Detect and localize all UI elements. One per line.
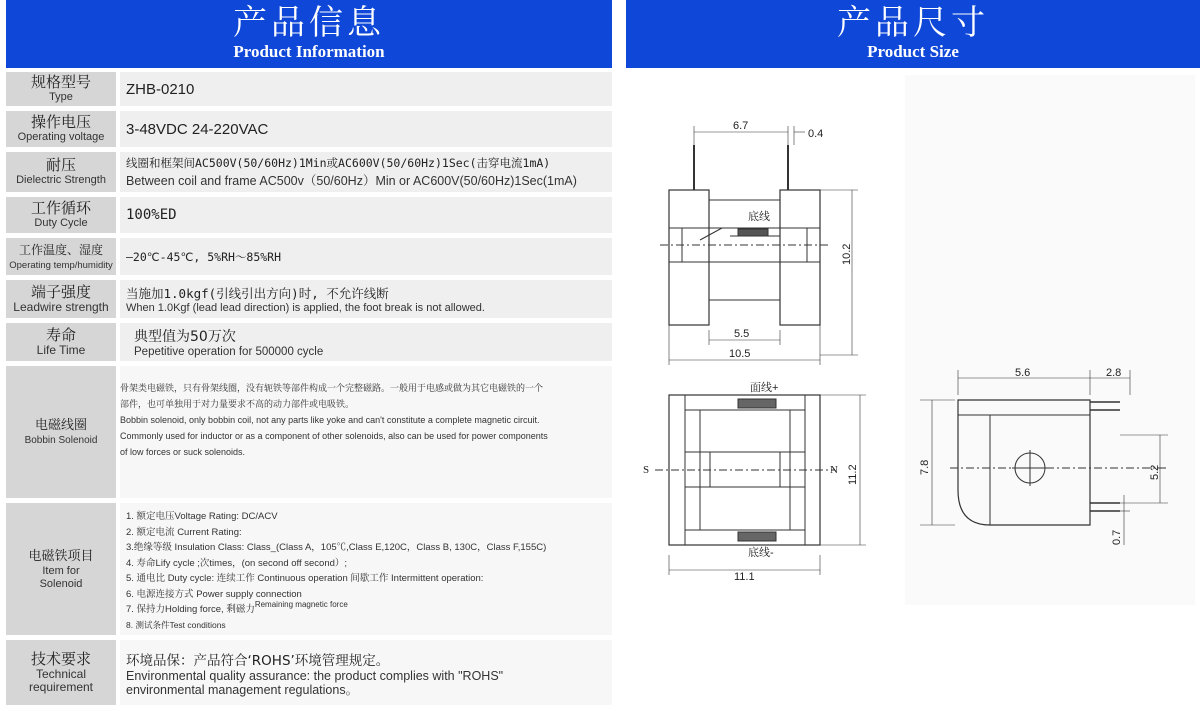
tech-line-zh: 环境品保：产品符合‘ROHS’环境管理规定。 <box>126 652 390 669</box>
bobbin-line: Bobbin solenoid, only bobbin coil, not any parts like yoke and can't constitute a complete magnetic circuit. <box>120 415 540 425</box>
dim-top-pin: 0.4 <box>808 128 824 140</box>
row-type <box>6 72 612 106</box>
dim-top-height: 10.2 <box>841 243 853 265</box>
dim-side-b: 2.8 <box>1106 367 1122 379</box>
items-line-holding <box>126 602 612 618</box>
voltage-value: 3-48VDC 24-220VAC <box>126 120 269 138</box>
row-bobbin-solenoid <box>6 366 612 498</box>
row-solenoid-items <box>6 503 612 635</box>
dim-front-width: 11.1 <box>734 571 755 583</box>
label-dielectric <box>6 152 116 192</box>
row-leadwire <box>6 280 612 318</box>
items-line: 8. 测试条件Test conditions <box>126 619 226 630</box>
label-bobbin-en: Bobbin Solenoid <box>24 435 98 446</box>
label-leadwire <box>6 280 116 318</box>
value-temperature <box>120 238 612 275</box>
label-leadwire-en: Leadwire strength <box>13 300 109 314</box>
label-voltage-zh: 操作电压 <box>30 113 91 131</box>
label-duty-zh: 工作循环 <box>30 199 91 217</box>
label-bottom-wire-minus: 底线- <box>748 547 774 559</box>
row-duty <box>6 197 612 233</box>
product-size-banner <box>626 0 1200 68</box>
label-technical <box>6 640 116 705</box>
value-technical <box>120 640 612 705</box>
life-line-en: Pepetitive operation for 500000 cycle <box>134 346 324 358</box>
value-dielectric <box>120 152 612 192</box>
banner-title-en: Product Information <box>233 42 385 61</box>
items-line: 6. 电源连接方式 Power supply connection <box>126 588 302 600</box>
label-bottom-wire: 底线 <box>748 211 770 223</box>
dim-side-e: 0.7 <box>1111 529 1123 545</box>
label-temp-zh: 工作温度、湿度 <box>18 242 103 257</box>
dim-front-height: 11.2 <box>847 464 859 485</box>
label-duty-en: Duty Cycle <box>34 217 88 229</box>
value-items <box>120 503 612 635</box>
value-bobbin <box>120 366 612 498</box>
label-type-en: Type <box>49 91 73 103</box>
value-leadwire <box>120 280 612 318</box>
value-duty <box>120 197 612 233</box>
top-view-drawing <box>660 120 858 365</box>
dielectric-line-zh: 线圈和框架间AC500V(50/60Hz)1Min或AC600V(50/60Hz)1Sec(击穿电流1mA) <box>126 156 551 170</box>
label-items <box>6 503 116 635</box>
label-items-en: Item for <box>42 564 80 577</box>
row-dielectric <box>6 152 612 192</box>
items-line: 2. 额定电流 Current Rating: <box>126 526 242 538</box>
label-leadwire-zh: 端子强度 <box>30 283 91 301</box>
dim-side-d: 5.2 <box>1149 464 1161 480</box>
dimension-drawings <box>626 68 1200 711</box>
dim-side-a: 5.6 <box>1015 367 1031 379</box>
label-items-en: Solenoid <box>39 577 83 590</box>
bobbin-line: 部件，也可单独用于对力量要求不高的动力部件或电吸铁。 <box>120 399 355 409</box>
items-line: 1. 额定电压Voltage Rating: DC/ACV <box>126 511 278 522</box>
label-bobbin-zh: 电磁线圈 <box>34 418 87 433</box>
pole-s-label: S <box>643 464 650 476</box>
front-view-drawing <box>643 380 866 583</box>
label-voltage-en: Operating voltage <box>17 131 105 143</box>
items-line: 3.绝缘等级 Insulation Class: Class_(Class A，105℃,Class E,120C，Class B, 130C，Class F,155C) <box>126 542 547 553</box>
bobbin-line: of low forces or suck solenoids. <box>120 447 246 457</box>
label-dielectric-zh: 耐压 <box>45 156 76 174</box>
label-type-zh: 规格型号 <box>30 73 91 91</box>
label-dielectric-en: Dielectric Strength <box>16 174 106 186</box>
life-line-zh: 典型值为50万次 <box>134 329 236 345</box>
label-tech-en: Technical <box>35 667 87 681</box>
label-type <box>6 72 116 106</box>
label-duty <box>6 197 116 233</box>
label-temperature <box>6 238 116 275</box>
dielectric-line-en: Between coil and frame AC500v（50/60Hz）Min or AC600V(50/60Hz)1Sec(1mA) <box>126 174 577 188</box>
remaining-force-text: Remaining magnetic force <box>254 600 348 609</box>
dim-top-total: 10.5 <box>729 348 751 360</box>
value-voltage <box>120 111 612 147</box>
label-life <box>6 323 116 361</box>
value-type <box>120 72 612 106</box>
label-tech-en: requirement <box>28 680 94 694</box>
banner-size-zh: 产品尺寸 <box>837 3 989 43</box>
label-life-zh: 寿命 <box>45 326 76 344</box>
banner-title-zh: 产品信息 <box>233 3 385 43</box>
label-life-en: Life Time <box>36 343 86 357</box>
row-voltage <box>6 111 612 147</box>
duty-value: 100%ED <box>126 207 177 223</box>
dim-top-width: 6.7 <box>733 120 749 132</box>
label-tech-zh: 技术要求 <box>30 650 91 668</box>
product-information-banner <box>6 0 612 68</box>
holding-force-text: 7. 保持力Holding force, 剩磁力 <box>126 604 255 615</box>
label-face-wire: 面线+ <box>750 382 779 394</box>
pole-n-label: N <box>830 464 838 476</box>
bobbin-line: 骨架类电磁铁，只有骨架线圈，没有轭铁等部件构成一个完整磁路。一般用于电感或做为其它电磁铁的一个 <box>120 383 544 393</box>
leadwire-line-zh: 当施加1.0kgf(引线引出方向)时, 不允许线断 <box>126 286 389 301</box>
temp-value: —20℃-45℃, 5%RH～85%RH <box>126 249 282 264</box>
dim-top-inner: 5.5 <box>734 328 750 340</box>
label-temp-en: Operating temp/humidity <box>9 259 113 271</box>
banner-size-en: Product Size <box>867 42 959 61</box>
tech-line-en: Environmental quality assurance: the product complies with "ROHS" <box>126 668 504 683</box>
type-value: ZHB-0210 <box>126 80 195 98</box>
leadwire-line-en: When 1.0Kgf (lead lead direction) is applied, the foot break is not allowed. <box>126 302 485 314</box>
items-line: 4. 寿命Lify cycle ;次times，(on second off second）; <box>126 557 348 569</box>
row-temperature <box>6 238 612 275</box>
bobbin-line: Commonly used for inductor or as a component of other solenoids, also can be used for power components <box>120 431 548 441</box>
label-items-zh: 电磁铁项目 <box>28 548 94 564</box>
row-technical <box>6 640 612 705</box>
tech-line-en: environmental management regulations。 <box>126 682 359 697</box>
label-voltage <box>6 111 116 147</box>
items-line: 5. 通电比 Duty cycle: 连续工作 Continuous operation 间歇工作 Intermittent operation: <box>126 573 484 584</box>
value-life <box>120 323 612 361</box>
label-bobbin <box>6 366 116 498</box>
row-life <box>6 323 612 361</box>
dim-side-c: 7.8 <box>919 459 931 475</box>
